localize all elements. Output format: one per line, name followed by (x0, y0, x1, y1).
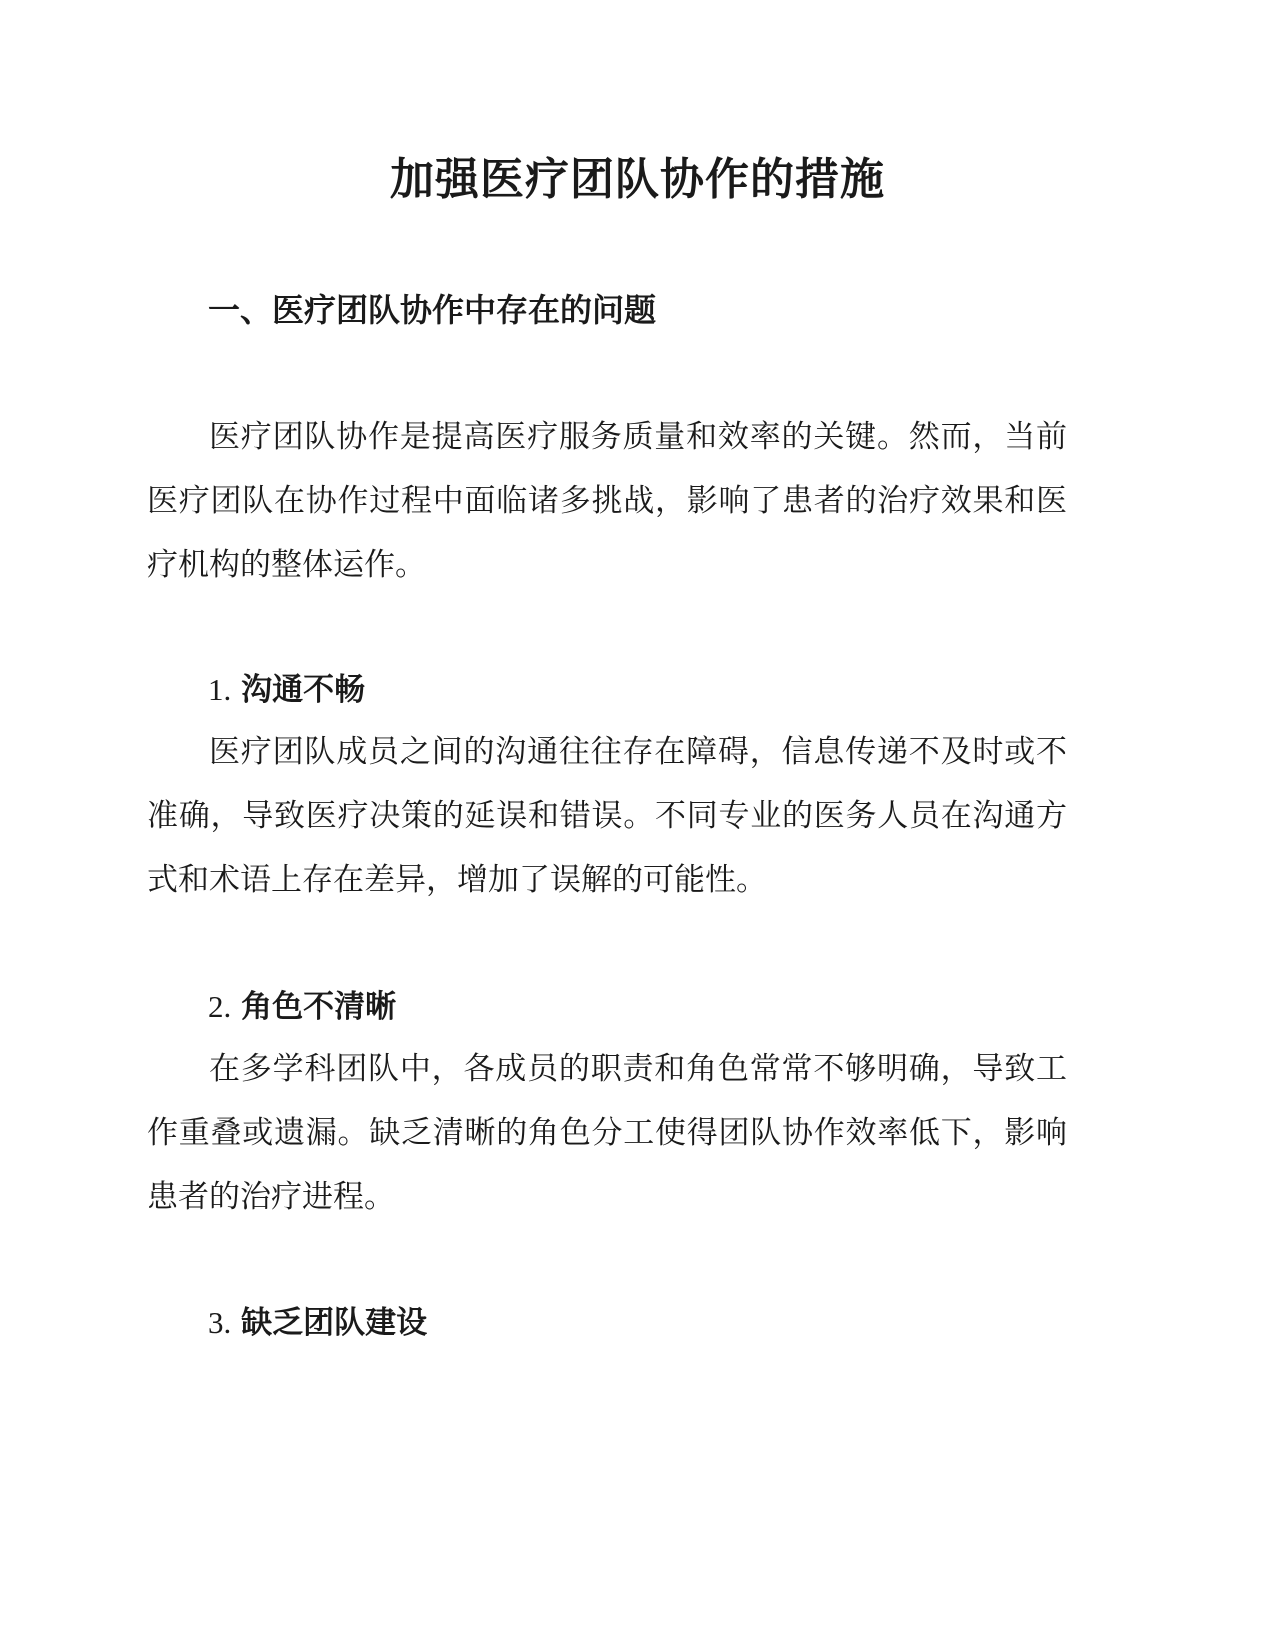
subheading-number: 1. (208, 672, 232, 707)
subheading-title: 角色不清晰 (241, 989, 397, 1025)
paragraph-1: 医疗团队成员之间的沟通往往存在障碍，信息传递不及时或不准确，导致医疗决策的延误和错误。不同专业的医务人员在沟通方式和术语上存在差异，增加了误解的可能性。 (147, 734, 1067, 898)
subheading-title: 沟通不畅 (241, 672, 366, 708)
paragraph-2: 在多学科团队中，各成员的职责和角色常常不够明确，导致工作重叠或遗漏。缺乏清晰的角色分工使得团队协作效率低下，影响患者的治疗进程。 (147, 1051, 1067, 1215)
subheading-number: 3. (208, 1305, 232, 1340)
subheading-title: 缺乏团队建设 (241, 1305, 428, 1341)
intro-paragraph: 医疗团队协作是提高医疗服务质量和效率的关键。然而，当前医疗团队在协作过程中面临诸多挑战，影响了患者的治疗效果和医疗机构的整体运作。 (147, 419, 1067, 583)
subheading-3 (208, 1301, 427, 1345)
subheading-2 (208, 985, 396, 1029)
subheading-number: 2. (208, 989, 232, 1024)
document-title: 加强医疗团队协作的措施 (390, 154, 885, 205)
subheading-1 (208, 668, 365, 712)
section-heading: 一、医疗团队协作中存在的问题 (208, 291, 657, 329)
